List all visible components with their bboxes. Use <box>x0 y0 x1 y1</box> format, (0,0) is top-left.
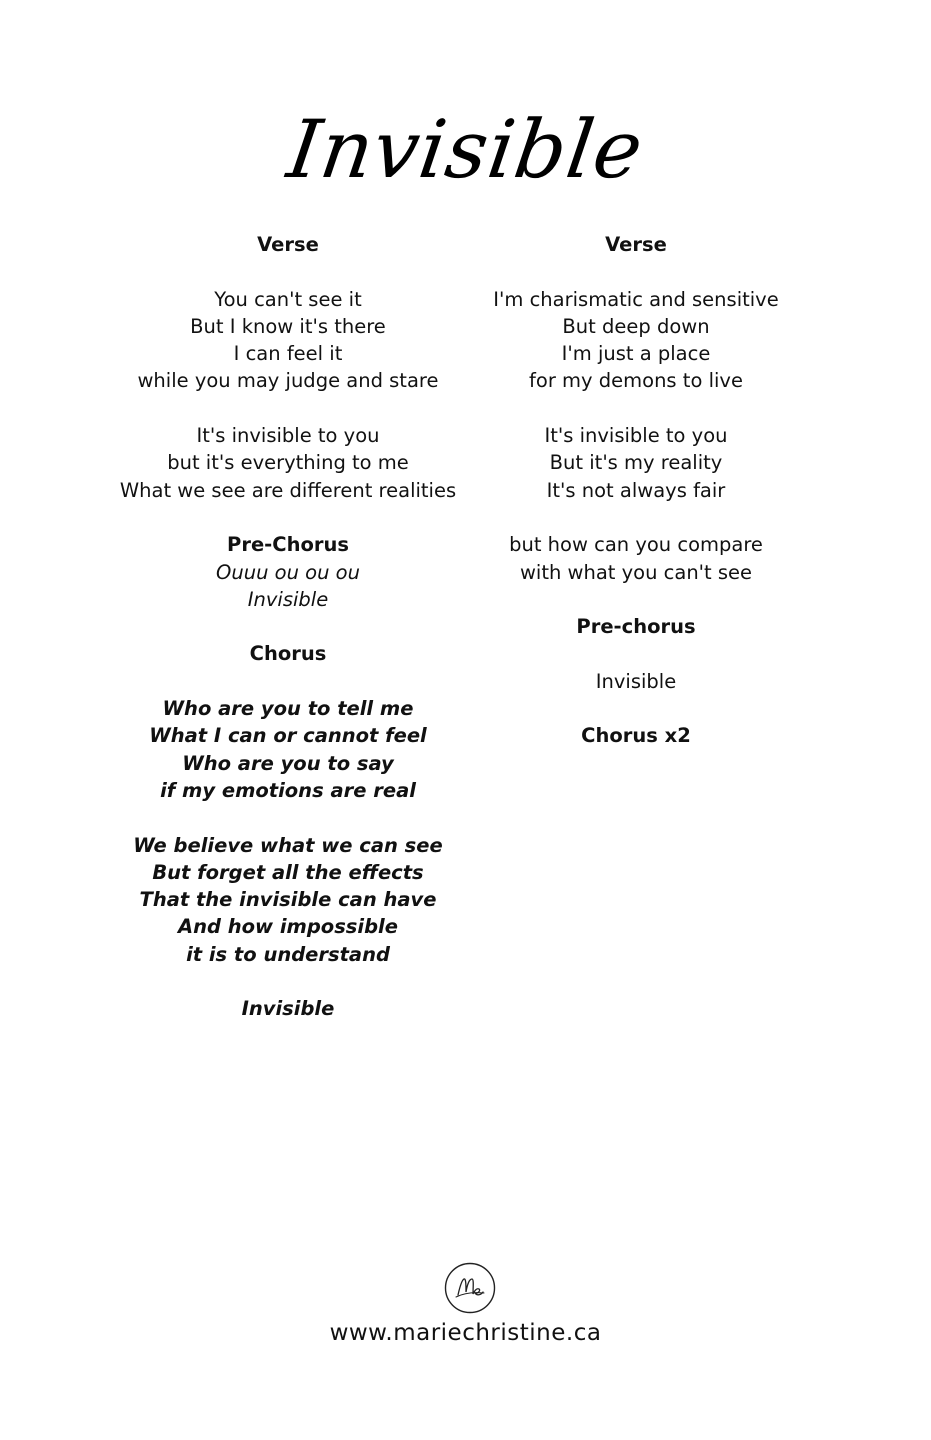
stanza-spacer <box>466 695 806 722</box>
lyric-line: with what you can't see <box>519 560 753 584</box>
lyric-line: Invisible <box>595 669 677 693</box>
lyric-line: But forget all the effects <box>152 860 424 884</box>
stanza-spacer <box>98 613 478 640</box>
lyric-line: Who are you to tell me <box>162 697 414 721</box>
lyric-line: And how impossible <box>178 915 398 939</box>
section-heading: Verse <box>605 233 667 256</box>
lyric-line: for my demons to live <box>529 369 743 393</box>
lyric-line: But I know it's there <box>190 314 386 338</box>
lyric-line: it is to understand <box>186 942 390 966</box>
lyric-line: That the invisible can have <box>139 888 437 912</box>
stanza-spacer <box>466 640 806 667</box>
lyric-line: It's invisible to you <box>196 424 380 448</box>
section-heading: Pre-chorus <box>576 615 696 639</box>
song-title: Invisible <box>282 103 649 196</box>
lyric-line: Who are you to say <box>182 751 394 775</box>
monogram-logo-icon <box>444 1262 496 1314</box>
section-heading: Chorus x2 <box>581 724 691 748</box>
lyric-line: But deep down <box>562 314 710 338</box>
lyric-line: It's invisible to you <box>544 424 728 448</box>
lyric-line: But it's my reality <box>549 451 723 475</box>
lyric-line: Ouuu ou ou ou <box>216 560 360 584</box>
stanza-spacer <box>98 668 478 695</box>
lyric-line: We believe what we can see <box>133 833 443 857</box>
lyric-line: It's not always fair <box>546 478 726 502</box>
lyrics-right-column <box>466 231 806 750</box>
lyric-line: I'm charismatic and sensitive <box>493 287 779 311</box>
lyric-line: but it's everything to me <box>167 451 409 475</box>
stanza-spacer <box>466 586 806 613</box>
lyric-line: if my emotions are real <box>160 778 416 802</box>
lyrics-left-column <box>98 231 478 1023</box>
section-heading: Chorus <box>249 642 327 666</box>
lyric-line: I'm just a place <box>561 342 711 366</box>
stanza-spacer <box>98 395 478 422</box>
lyric-line: while you may judge and stare <box>137 369 439 393</box>
lyric-line: Invisible <box>241 997 335 1021</box>
stanza-spacer <box>466 504 806 531</box>
stanza-spacer <box>98 968 478 995</box>
lyric-line: but how can you compare <box>509 533 763 557</box>
lyric-line: What we see are different realities <box>119 478 457 502</box>
lyric-line: You can't see it <box>214 287 362 311</box>
stanza-spacer <box>98 258 478 285</box>
lyric-line: Invisible <box>247 587 329 611</box>
section-heading: Verse <box>257 233 319 256</box>
lyric-line: What I can or cannot feel <box>149 724 427 748</box>
section-heading: Pre-Chorus <box>227 533 349 557</box>
stanza-spacer <box>98 804 478 831</box>
lyric-line: I can feel it <box>233 342 343 366</box>
stanza-spacer <box>466 258 806 285</box>
stanza-spacer <box>98 504 478 531</box>
stanza-spacer <box>466 395 806 422</box>
website-link[interactable]: www.mariechristine.ca <box>329 1320 602 1346</box>
